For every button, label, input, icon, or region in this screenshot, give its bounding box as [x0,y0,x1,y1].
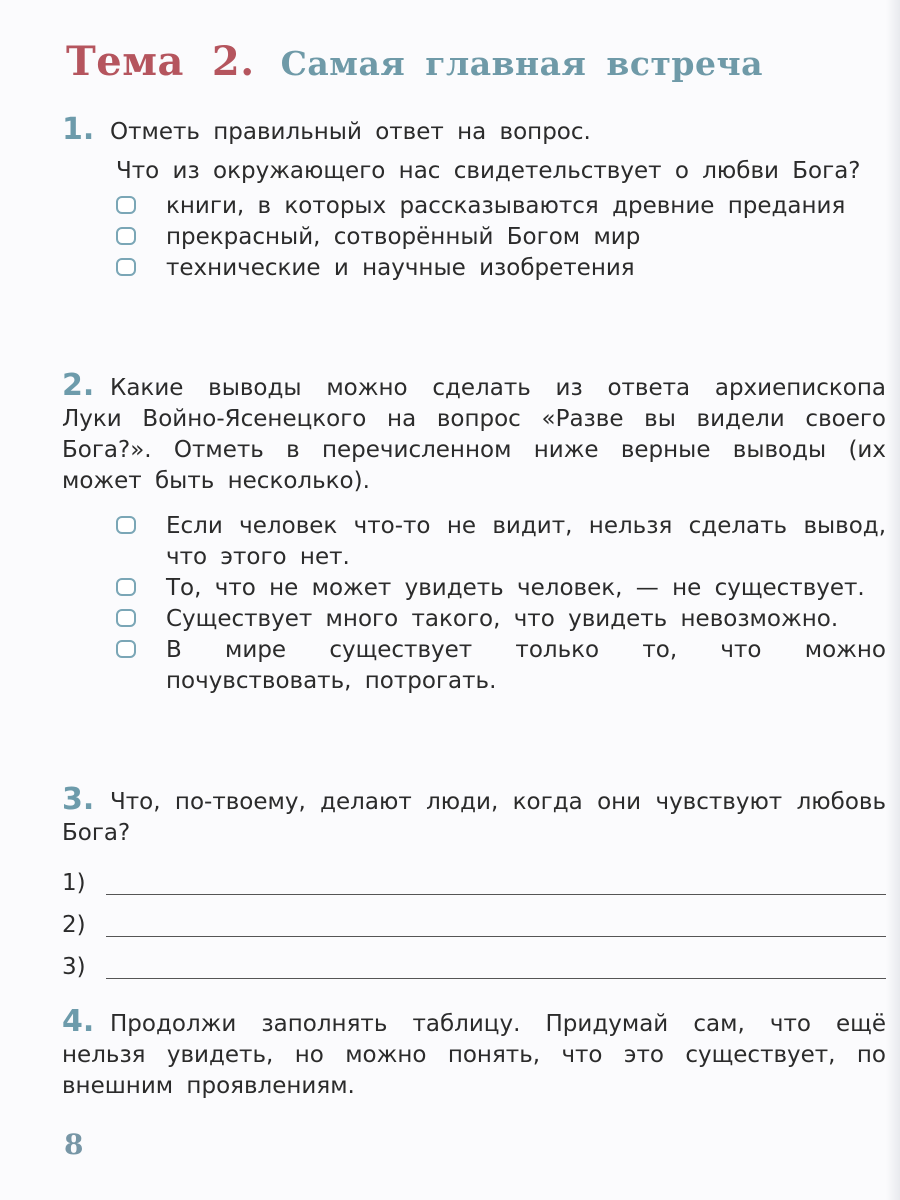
page-edge-shadow [886,0,900,1200]
option-label: прекрасный, сотворённый Богом мир [166,224,641,250]
option-label: книги, в которых рассказываются древние предания [166,193,846,219]
option-item[interactable] [62,511,886,573]
option-item[interactable] [62,191,886,222]
checkbox[interactable] [116,227,136,245]
task-4 [62,1006,886,1102]
answer-number: 2) [62,912,86,938]
answer-input-3[interactable] [106,950,886,979]
checkbox[interactable] [116,640,136,658]
checkbox[interactable] [116,258,136,276]
option-item[interactable] [62,635,886,697]
option-label: Если человек что-то не видит, нельзя сделать вывод, что этого нет. [166,513,886,570]
option-label: Существует много такого, что увидеть невозможно. [166,606,839,632]
option-item[interactable] [62,604,886,635]
task-instruction: Что, по-твоему, делают люди, когда они чувствуют любовь Бога? [62,789,886,846]
task-number: 4. [62,1004,95,1039]
answer-number: 3) [62,954,86,980]
option-item[interactable] [62,573,886,604]
checkbox[interactable] [116,196,136,214]
topic-title: Самая главная встреча [280,44,764,83]
answer-row [62,899,886,941]
task-question [62,156,886,187]
task-number: 1. [62,112,95,147]
answer-row [62,941,886,983]
option-label: технические и научные изобретения [166,255,635,281]
page-number: 8 [64,1128,84,1161]
task-instruction: Отметь правильный ответ на вопрос. [110,119,591,145]
task-1 [62,114,886,284]
option-label: В мире существует только то, что можно почувствовать, потрогать. [166,637,886,694]
task-number: 3. [62,782,95,817]
checkbox[interactable] [116,609,136,627]
task-instruction: Какие выводы можно сделать из ответа архиепископа Луки Войно-Ясенецкого на вопрос «Разве вы видели своего Бога?». Отметь в перечисленном ниже верные выводы (их может быть несколько). [62,375,886,494]
options-list [62,191,886,284]
answer-lines [62,857,886,983]
task-question-text: Что из окружающего нас свидетельствует о любви Бога? [116,158,861,184]
task-3 [62,784,886,983]
checkbox[interactable] [116,578,136,596]
answer-input-2[interactable] [106,908,886,937]
task-number: 2. [62,368,95,403]
topic-label: Тема [66,38,184,85]
page-title [66,38,763,85]
option-label: То, что не может увидеть человек, — не существует. [166,575,865,601]
option-item[interactable] [62,222,886,253]
topic-number: 2. [211,38,255,85]
checkbox[interactable] [116,516,136,534]
answer-number: 1) [62,870,86,896]
task-instruction: Продолжи заполнять таблицу. Придумай сам, что ещё нельзя увидеть, но можно понять, что это существует, по внешним проявлениям. [62,1011,886,1099]
task-2 [62,370,886,697]
answer-input-1[interactable] [106,866,886,895]
options-list [62,511,886,697]
answer-row [62,857,886,899]
option-item[interactable] [62,253,886,284]
